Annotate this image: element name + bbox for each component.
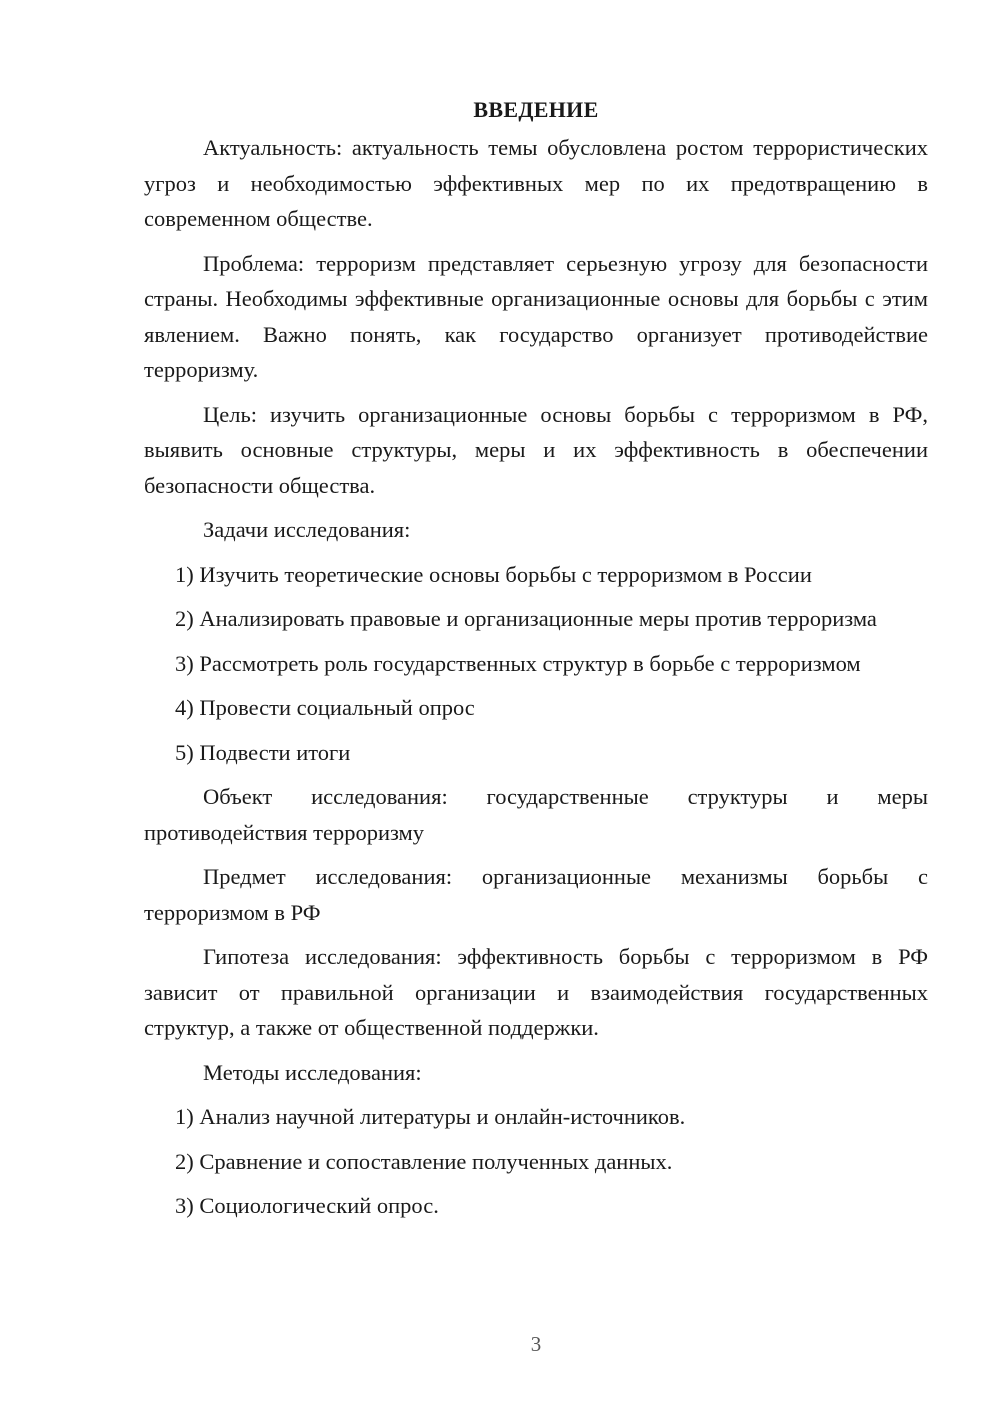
method-item-2: 2) Сравнение и сопоставление полученных данных.: [175, 1148, 673, 1174]
goal-paragraph: Цель: изучить организационные основы борьбы с терроризмом в РФ, выявить основные структуры, меры и их эффективность в обеспечении безопасности общества.: [144, 401, 928, 498]
section-title: ВВЕДЕНИЕ: [473, 97, 599, 122]
page-number: 3: [530, 1332, 542, 1356]
task-item-1: 1) Изучить теоретические основы борьбы с терроризмом в России: [175, 561, 812, 587]
method-item-3: 3) Социологический опрос.: [175, 1193, 439, 1218]
methods-heading: Методы исследования:: [203, 1059, 422, 1085]
task-item-5: 5) Подвести итоги: [175, 739, 351, 765]
problem-paragraph: Проблема: терроризм представляет серьезную угрозу для безопасности страны. Необходимы эффективные организационные основы для борьбы с этим явлением. Важно понять, как государство организует противодействие терроризму.: [144, 250, 928, 382]
document-page: [144, 92, 928, 1233]
task-item-3: 3) Рассмотреть роль государственных структур в борьбе с терроризмом: [175, 650, 861, 676]
hypothesis-paragraph: Гипотеза исследования: эффективность борьбы с терроризмом в РФ зависит от правильной организации и взаимодействия государственных структур, а также от общественной поддержки.: [144, 944, 928, 1040]
relevance-paragraph: Актуальность: актуальность темы обусловлена ростом террористических угроз и необходимостью эффективных мер по их предотвращению в современном обществе.: [144, 135, 928, 231]
method-item-1: 1) Анализ научной литературы и онлайн-источников.: [175, 1104, 686, 1129]
task-item-4: 4) Провести социальный опрос: [175, 695, 475, 720]
tasks-heading: Задачи исследования:: [203, 517, 411, 542]
object-paragraph: Объект исследования: государственные структуры и меры противодействия терроризму: [144, 784, 928, 845]
task-item-2: 2) Анализировать правовые и организационные меры против терроризма: [175, 606, 877, 631]
subject-paragraph: Предмет исследования: организационные механизмы борьбы с терроризмом в РФ: [144, 864, 928, 925]
